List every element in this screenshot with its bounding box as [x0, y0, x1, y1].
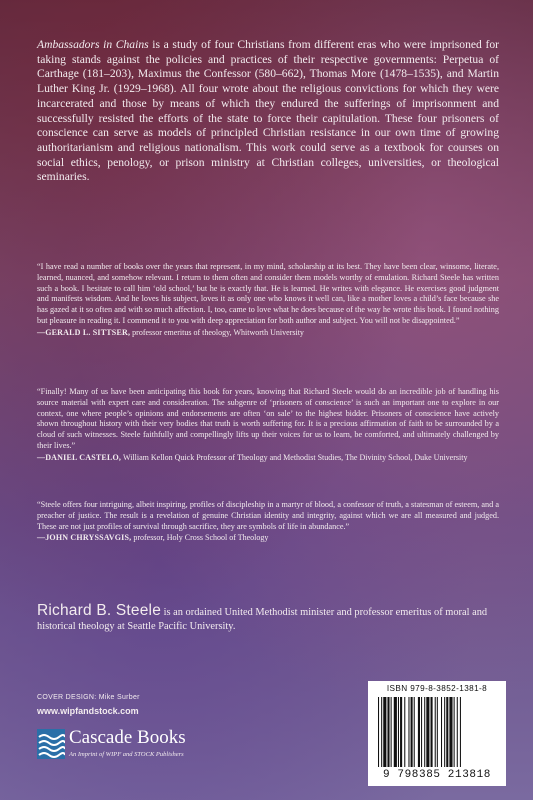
endorsement: [37, 500, 499, 544]
book-title: Ambassadors in Chains: [37, 38, 149, 51]
endorser-affiliation: William Kellon Quick Professor of Theology and Methodist Studies, The Divinity School, Duke University: [121, 452, 468, 462]
endorsement: [37, 262, 499, 339]
endorsement-attribution: [37, 328, 499, 339]
isbn-barcode: [368, 681, 506, 786]
book-description: [37, 38, 499, 185]
endorsement-attribution: [37, 533, 499, 544]
endorsement-attribution: [37, 453, 499, 464]
cover-design-credit: COVER DESIGN: Mike Surber: [37, 694, 140, 701]
publisher-name: Cascade Books: [69, 727, 186, 748]
author-name: Richard B. Steele: [37, 602, 162, 619]
endorsement-quote: “Finally! Many of us have been anticipating this book for years, knowing that Richard Steele would do an incredible job of handling his source material with expert care and consideration. The subgenre of ‘prisoners of conscience’ is such an important one to explore in our context, one where people’s opinions and endorsements are often ‘on sale’ to the highest bidder. Prisoners of conscience have actively shown throughout history with their very bodies that truth is worth suffering for. It is a precious affirmation of faith to be surrounded by a cloud of such witnesses. Steele faithfully and compellingly lifts up their voices for us to learn, be comforted, and ultimately challenged by their lives.”: [37, 387, 499, 450]
endorsement: [37, 387, 499, 464]
endorsement-quote: “Steele offers four intriguing, albeit inspiring, profiles of discipleship in a martyr of blood, a confessor of truth, a statesman of esteem, and a preacher of justice. The result is a revelation of genuine Christian identity and integrity, against which we are all measured and judged. These are not just profiles of survival through sacrifice, they are symbols of life in abundance.”: [37, 500, 499, 531]
endorser-name: —DANIEL CASTELO,: [37, 452, 122, 462]
cascade-waves-icon: [37, 729, 65, 759]
endorser-affiliation: professor emeritus of theology, Whitworth University: [130, 327, 304, 337]
publisher-website[interactable]: www.wipfandstock.com: [37, 706, 139, 716]
publisher-tagline: An Imprint of WIPF and STOCK Publishers: [69, 751, 184, 758]
author-bio: [37, 604, 499, 634]
isbn-label: ISBN 979-8-3852-1381-8: [386, 684, 488, 693]
barcode-number: 9 798385 213818: [382, 769, 492, 781]
publisher-logo: [37, 727, 237, 767]
endorser-affiliation: professor, Holy Cross School of Theology: [131, 533, 269, 543]
endorser-name: —JOHN CHRYSSAVGIS,: [37, 533, 132, 543]
barcode-bars: [376, 697, 498, 767]
author-bio-text: is an ordained United Methodist minister and professor emeritus of moral and historical theology at Seattle Pacific University.: [37, 607, 488, 632]
endorsement-quote: “I have read a number of books over the years that represent, in my mind, scholarship at its best. They have been clear, winsome, literate, learned, nuanced, and somehow relevant. I return to them often and consider them models worthy of emulation. Richard Steele has written such a book. I hesitate to call him ‘old school,’ but he is exactly that. He is learned. He writes with elegance. He exercises good judgment and manifests wisdom. And he loves his subject, loves it as only one who knows it well can, like a mother loves a child’s face because she has gazed at it so often and with so much affection. I, too, came to love what he does because of the way he wrote this book. I found nothing but pleasure in reading it. I commend it to you with deep appreciation for both author and subject. You will not be disappointed.”: [37, 262, 499, 325]
endorser-name: —GERALD L. SITTSER,: [37, 327, 131, 337]
book-description-text: is a study of four Christians from different eras who were imprisoned for taking stands against the policies and practices of their respective governments: Perpetua of Carthage (181–203), Maximus the Confessor (580–662), Thomas More (1478–1535), and Martin Luther King Jr. (1929–1968). All four wrote about the religious convictions for which they were incarcerated and those by means of which they endured the sufferings of imprisonment and successfully resisted the efforts of the state to force their capitulation. These four prisoners of conscience can serve as models of principled Christian resistance in our own time of growing authoritarianism and religious nationalism. This work could serve as a textbook for courses on social ethics, penology, or prison ministry at Christian colleges, universities, or theological seminaries.: [37, 38, 499, 184]
